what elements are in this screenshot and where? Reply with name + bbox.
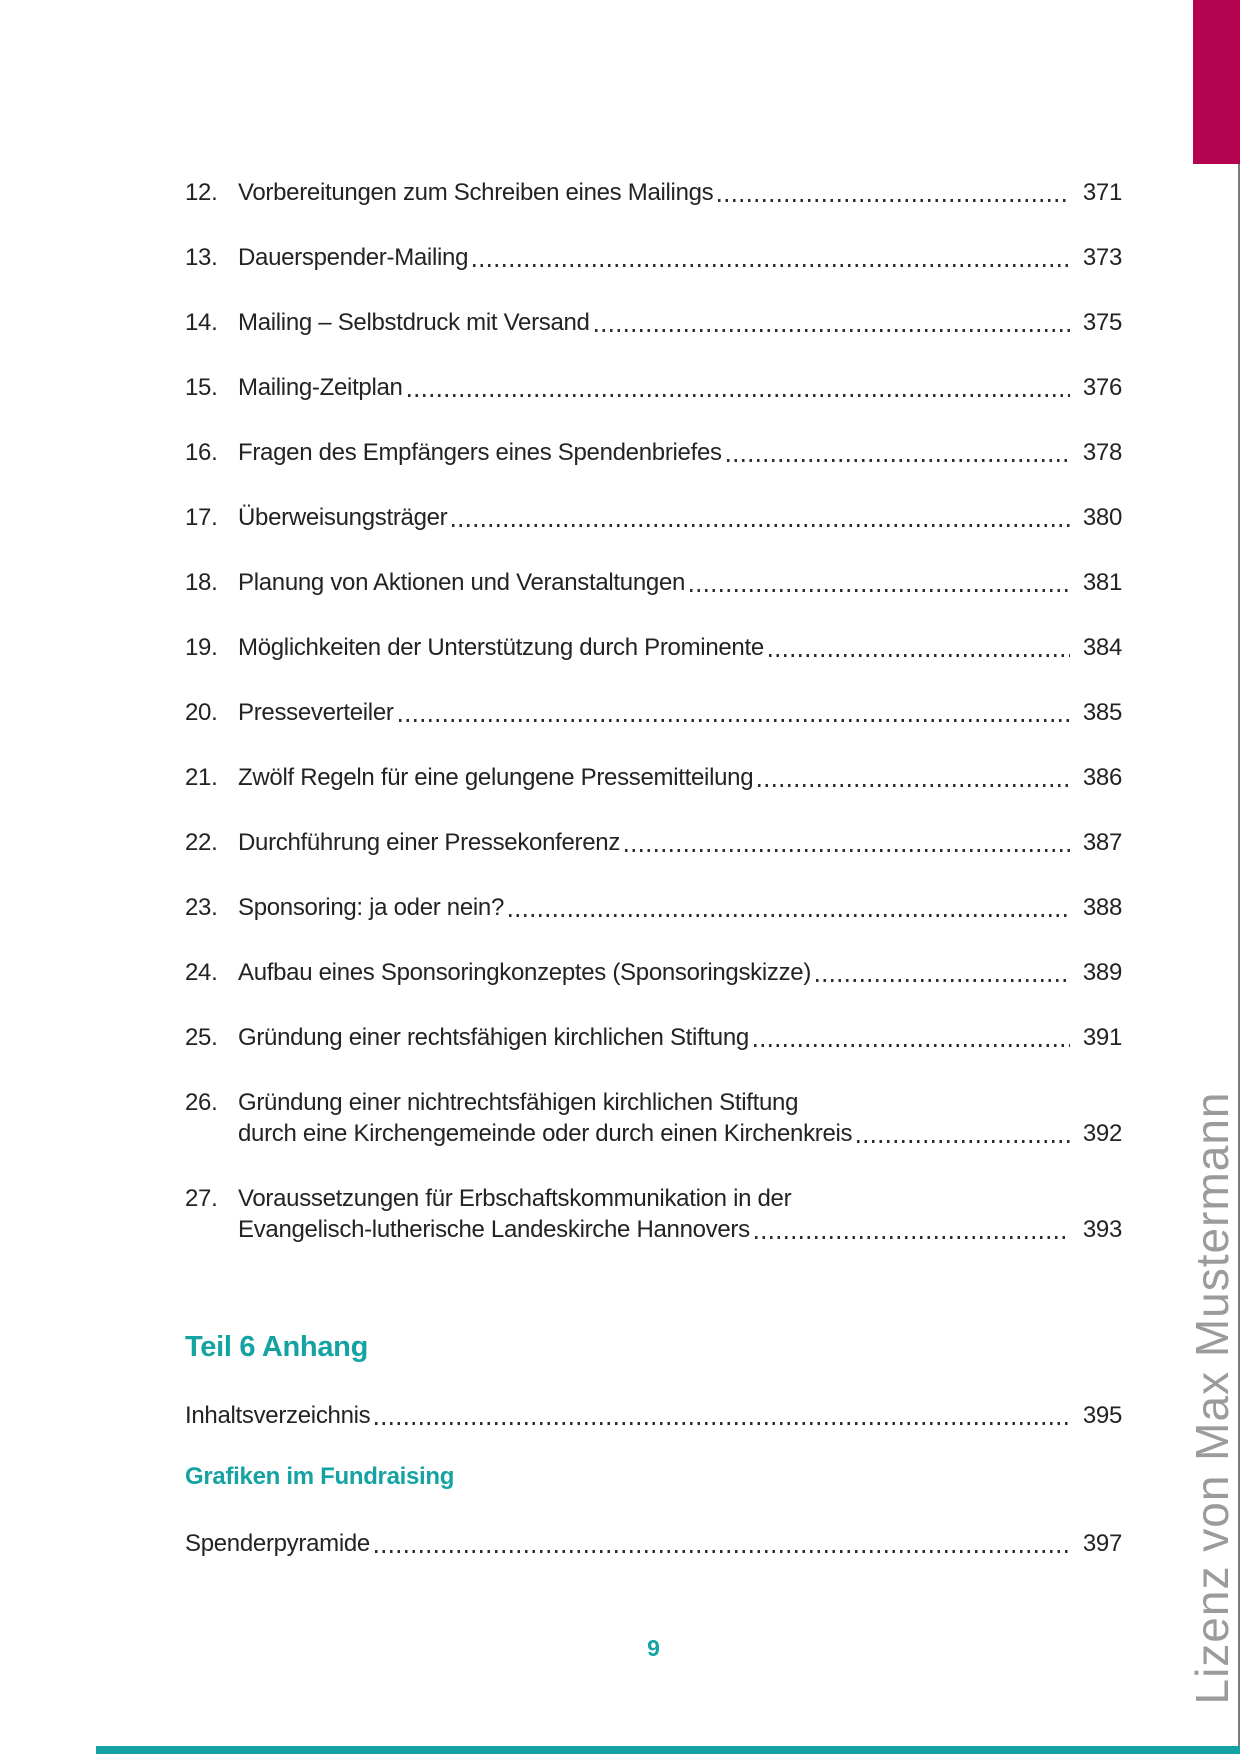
toc-entry	[185, 632, 1122, 663]
toc-entry-title-line2: durch eine Kirchengemeinde oder durch einen Kirchenkreis	[238, 1120, 853, 1147]
toc-entry-body	[238, 567, 1122, 598]
appendix-page-number: 397	[1082, 1530, 1122, 1557]
dotted-leader	[452, 524, 1070, 527]
toc-entry-line	[238, 372, 1122, 403]
toc-entry-line	[238, 827, 1122, 858]
dotted-leader	[758, 784, 1070, 787]
toc-entry-title: Voraussetzungen für Erbschaftskommunikation in der	[238, 1185, 792, 1212]
toc-entry-number: 20.	[185, 699, 218, 726]
toc-list	[185, 177, 1122, 1245]
toc-entry	[185, 697, 1122, 728]
toc-entry	[185, 307, 1122, 338]
toc-entry-number: 14.	[185, 309, 218, 336]
toc-entry-page-number: 393	[1082, 1216, 1122, 1243]
toc-entry-page-number: 375	[1082, 309, 1122, 336]
toc-entry-page-number: 381	[1082, 569, 1122, 596]
appendix-page-number: 395	[1082, 1402, 1122, 1429]
toc-entry	[185, 1183, 1122, 1245]
toc-entry-number: 12.	[185, 179, 218, 206]
toc-entry-body	[238, 1022, 1122, 1053]
dotted-leader	[595, 329, 1070, 332]
toc-entry-title: Dauerspender-Mailing	[238, 244, 469, 271]
toc-entry-title: Fragen des Empfängers eines Spendenbriefes	[238, 439, 722, 466]
toc-entry-page-number: 392	[1082, 1120, 1122, 1147]
appendix-row-inhaltsverzeichnis	[185, 1400, 1122, 1431]
toc-entry-title: Presseverteiler	[238, 699, 394, 726]
toc-entry	[185, 957, 1122, 988]
toc-entry-title: Gründung einer nichtrechtsfähigen kirchlichen Stiftung	[238, 1089, 799, 1116]
dotted-leader	[754, 1044, 1070, 1047]
toc-entry-line	[238, 892, 1122, 923]
toc-entry-body	[238, 372, 1122, 403]
toc-entry-page-number: 385	[1082, 699, 1122, 726]
toc-entry-body	[238, 437, 1122, 468]
dotted-leader	[857, 1140, 1070, 1143]
toc-entry	[185, 567, 1122, 598]
toc-entry-line	[238, 1022, 1122, 1053]
dotted-leader	[509, 914, 1070, 917]
toc-entry-title: Durchführung einer Pressekonferenz	[238, 829, 621, 856]
toc-entry	[185, 372, 1122, 403]
appendix-title: Inhaltsverzeichnis	[185, 1402, 371, 1429]
toc-entry-title: Vorbereitungen zum Schreiben eines Mailings	[238, 179, 714, 206]
toc-entry-title: Gründung einer rechtsfähigen kirchlichen Stiftung	[238, 1024, 749, 1051]
dotted-leader	[375, 1550, 1070, 1553]
toc-entry-body	[238, 762, 1122, 793]
dotted-leader	[399, 719, 1070, 722]
toc-entry	[185, 762, 1122, 793]
toc-entry-number: 21.	[185, 764, 218, 791]
license-watermark: Lizenz von Max Mustermann	[1186, 1091, 1238, 1705]
dotted-leader	[473, 264, 1070, 267]
toc-entry-number: 24.	[185, 959, 218, 986]
toc-entry-body	[238, 177, 1122, 208]
section-heading-teil6: Teil 6 Anhang	[185, 1331, 369, 1363]
corner-accent-bar	[1193, 0, 1240, 164]
toc-entry-body	[238, 632, 1122, 663]
toc-entry-title: Überweisungsträger	[238, 504, 448, 531]
toc-entry-body	[238, 307, 1122, 338]
appendix-title: Spenderpyramide	[185, 1530, 370, 1557]
toc-entry-number: 15.	[185, 374, 218, 401]
dotted-leader	[408, 394, 1070, 397]
toc-entry-line	[238, 1214, 1122, 1245]
toc-entry-number: 26.	[185, 1089, 218, 1116]
toc-entry-page-number: 389	[1082, 959, 1122, 986]
toc-entry-line	[238, 177, 1122, 208]
toc-entry	[185, 437, 1122, 468]
toc-entry-line	[238, 567, 1122, 598]
dotted-leader	[718, 199, 1070, 202]
toc-entry-number: 17.	[185, 504, 218, 531]
toc-entry-title: Sponsoring: ja oder nein?	[238, 894, 505, 921]
toc-entry-line	[238, 697, 1122, 728]
toc-entry-line	[238, 762, 1122, 793]
toc-entry-page-number: 386	[1082, 764, 1122, 791]
toc-entry-number: 18.	[185, 569, 218, 596]
toc-entry-body	[238, 827, 1122, 858]
dotted-leader	[816, 979, 1070, 982]
toc-entry-page-number: 384	[1082, 634, 1122, 661]
toc-entry-number: 25.	[185, 1024, 218, 1051]
toc-entry-line	[238, 1118, 1122, 1149]
toc-entry-body	[238, 957, 1122, 988]
toc-entry-line	[238, 632, 1122, 663]
toc-entry-body	[238, 697, 1122, 728]
dotted-leader	[755, 1236, 1070, 1239]
toc-entry	[185, 827, 1122, 858]
dotted-leader	[375, 1422, 1070, 1425]
toc-entry-title: Aufbau eines Sponsoringkonzeptes (Sponsoringskizze)	[238, 959, 812, 986]
section-heading-grafiken: Grafiken im Fundraising	[185, 1463, 455, 1490]
dotted-leader	[727, 459, 1070, 462]
toc-entry	[185, 502, 1122, 533]
page-number-folio: 9	[647, 1635, 660, 1661]
toc-entry-body	[238, 1087, 1122, 1149]
toc-entry-page-number: 387	[1082, 829, 1122, 856]
appendix-row-spenderpyramide	[185, 1528, 1122, 1559]
dotted-leader	[625, 849, 1070, 852]
toc-entry-title-line2: Evangelisch-lutherische Landeskirche Hannovers	[238, 1216, 750, 1243]
dotted-leader	[690, 589, 1070, 592]
toc-entry-title: Mailing – Selbstdruck mit Versand	[238, 309, 590, 336]
toc-entry-number: 19.	[185, 634, 218, 661]
toc-entry-title: Zwölf Regeln für eine gelungene Pressemitteilung	[238, 764, 754, 791]
toc-entry-page-number: 388	[1082, 894, 1122, 921]
toc-entry	[185, 1022, 1122, 1053]
toc-entry	[185, 892, 1122, 923]
toc-entry-page-number: 376	[1082, 374, 1122, 401]
toc-entry	[185, 177, 1122, 208]
toc-entry-page-number: 391	[1082, 1024, 1122, 1051]
toc-entry-page-number: 371	[1082, 179, 1122, 206]
toc-entry-body	[238, 1183, 1122, 1245]
toc-entry-page-number: 380	[1082, 504, 1122, 531]
toc-entry-line	[238, 307, 1122, 338]
toc-entry-body	[238, 242, 1122, 273]
footer-accent-bar	[96, 1746, 1240, 1754]
toc-entry-title: Mailing-Zeitplan	[238, 374, 403, 401]
toc-entry-line	[238, 502, 1122, 533]
toc-entry	[185, 242, 1122, 273]
toc-entry-line	[238, 242, 1122, 273]
toc-entry	[185, 1087, 1122, 1149]
toc-entry-title: Möglichkeiten der Unterstützung durch Prominente	[238, 634, 764, 661]
toc-entry-page-number: 378	[1082, 439, 1122, 466]
toc-entry-title: Planung von Aktionen und Veranstaltungen	[238, 569, 686, 596]
toc-entry-number: 16.	[185, 439, 218, 466]
toc-entry-line	[238, 957, 1122, 988]
toc-entry-body	[238, 892, 1122, 923]
toc-entry-number: 13.	[185, 244, 218, 271]
dotted-leader	[769, 654, 1070, 657]
toc-entry-number: 22.	[185, 829, 218, 856]
toc-entry-line	[238, 437, 1122, 468]
toc-content	[185, 177, 1122, 1662]
toc-entry-body	[238, 502, 1122, 533]
toc-entry-number: 27.	[185, 1185, 218, 1212]
toc-entry-page-number: 373	[1082, 244, 1122, 271]
toc-entry-number: 23.	[185, 894, 218, 921]
